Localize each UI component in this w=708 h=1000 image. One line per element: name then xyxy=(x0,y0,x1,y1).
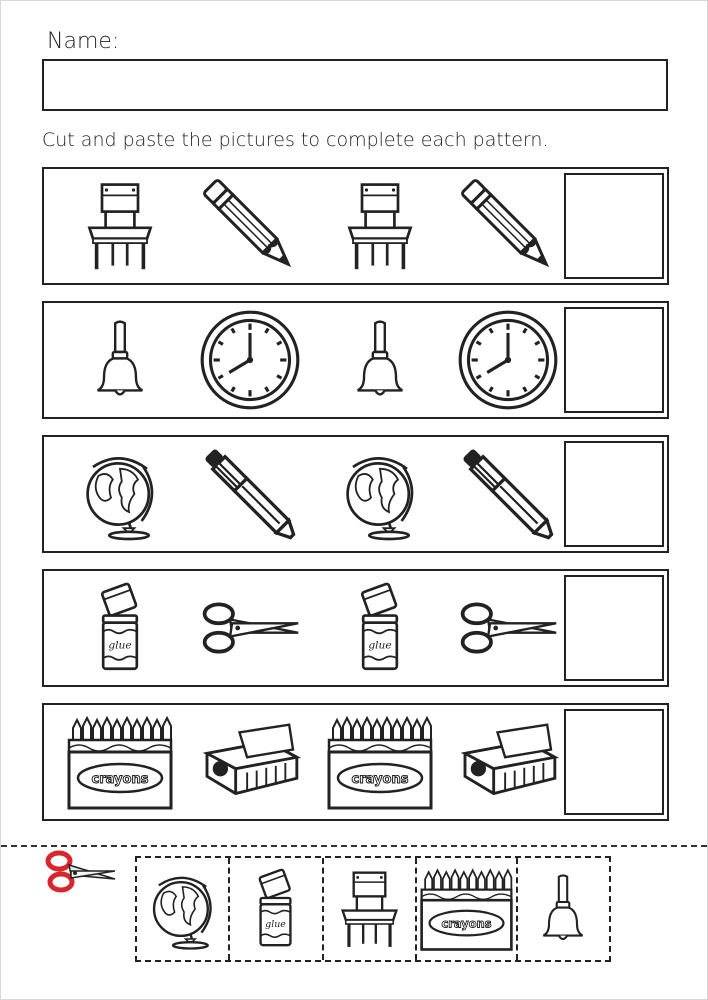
svg-text:crayons: crayons xyxy=(91,772,149,787)
glue-stick-icon xyxy=(349,578,411,678)
chair-icon xyxy=(335,176,425,276)
scissors-icon xyxy=(456,594,560,662)
pencil-sharpener-icon xyxy=(197,719,303,805)
pattern-cell xyxy=(444,705,572,819)
cut-line xyxy=(1,845,707,847)
instructions-text: Cut and paste the pictures to complete each pattern. xyxy=(42,129,549,151)
pattern-row xyxy=(42,301,669,419)
bell-icon xyxy=(80,310,160,410)
crayon-box-icon xyxy=(417,865,516,953)
chair-icon xyxy=(75,176,165,276)
svg-text:glue: glue xyxy=(368,638,392,652)
answer-box[interactable] xyxy=(564,709,664,815)
cutout-card[interactable] xyxy=(518,858,609,960)
pen-icon xyxy=(453,439,563,549)
cutout-strip xyxy=(135,856,611,962)
pattern-cell xyxy=(186,169,314,283)
name-field[interactable] xyxy=(42,59,668,111)
pattern-row xyxy=(42,435,669,553)
glue-stick-icon xyxy=(248,865,303,953)
globe-icon xyxy=(335,442,425,546)
pencil-sharpener-icon xyxy=(455,719,561,805)
pattern-cell xyxy=(56,571,184,685)
bell-icon xyxy=(340,310,420,410)
cutout-card[interactable] xyxy=(230,858,323,960)
pattern-cell xyxy=(186,303,314,417)
pattern-cell xyxy=(316,437,444,551)
pattern-row xyxy=(42,569,669,687)
pattern-cell xyxy=(316,303,444,417)
scissors-icon xyxy=(198,594,302,662)
globe-icon xyxy=(75,442,165,546)
svg-text:crayons: crayons xyxy=(441,916,492,931)
pattern-cell xyxy=(186,437,314,551)
red-scissors-icon xyxy=(45,849,117,895)
pattern-cell xyxy=(316,705,444,819)
svg-text:crayons: crayons xyxy=(351,772,409,787)
pattern-cell xyxy=(444,169,572,283)
pattern-cell xyxy=(56,705,184,819)
crayon-box-icon xyxy=(64,712,176,812)
pattern-cell xyxy=(56,437,184,551)
pattern-cell xyxy=(186,705,314,819)
glue-stick-icon xyxy=(89,578,151,678)
clock-icon xyxy=(456,308,560,412)
pattern-cell xyxy=(316,571,444,685)
pattern-cell xyxy=(186,571,314,685)
pattern-cell xyxy=(56,303,184,417)
pattern-cell xyxy=(444,303,572,417)
svg-text:glue: glue xyxy=(265,919,287,931)
answer-box[interactable] xyxy=(564,441,664,547)
svg-text:glue: glue xyxy=(108,638,132,652)
clock-icon xyxy=(198,308,302,412)
cutout-card[interactable] xyxy=(137,858,230,960)
pattern-cell xyxy=(444,437,572,551)
pattern-row xyxy=(42,167,669,285)
answer-box[interactable] xyxy=(564,575,664,681)
pencil-icon xyxy=(458,176,558,276)
pattern-cell xyxy=(316,169,444,283)
cutout-card[interactable] xyxy=(417,858,518,960)
globe-icon xyxy=(143,863,222,955)
cutout-card[interactable] xyxy=(324,858,417,960)
pattern-row xyxy=(42,703,669,821)
pattern-cell xyxy=(444,571,572,685)
pen-icon xyxy=(195,439,305,549)
answer-box[interactable] xyxy=(564,173,664,279)
name-label: Name: xyxy=(47,29,120,54)
answer-box[interactable] xyxy=(564,307,664,413)
bell-icon xyxy=(528,865,598,953)
pencil-icon xyxy=(200,176,300,276)
pattern-cell xyxy=(56,169,184,283)
crayon-box-icon xyxy=(324,712,436,812)
chair-icon xyxy=(330,865,409,953)
